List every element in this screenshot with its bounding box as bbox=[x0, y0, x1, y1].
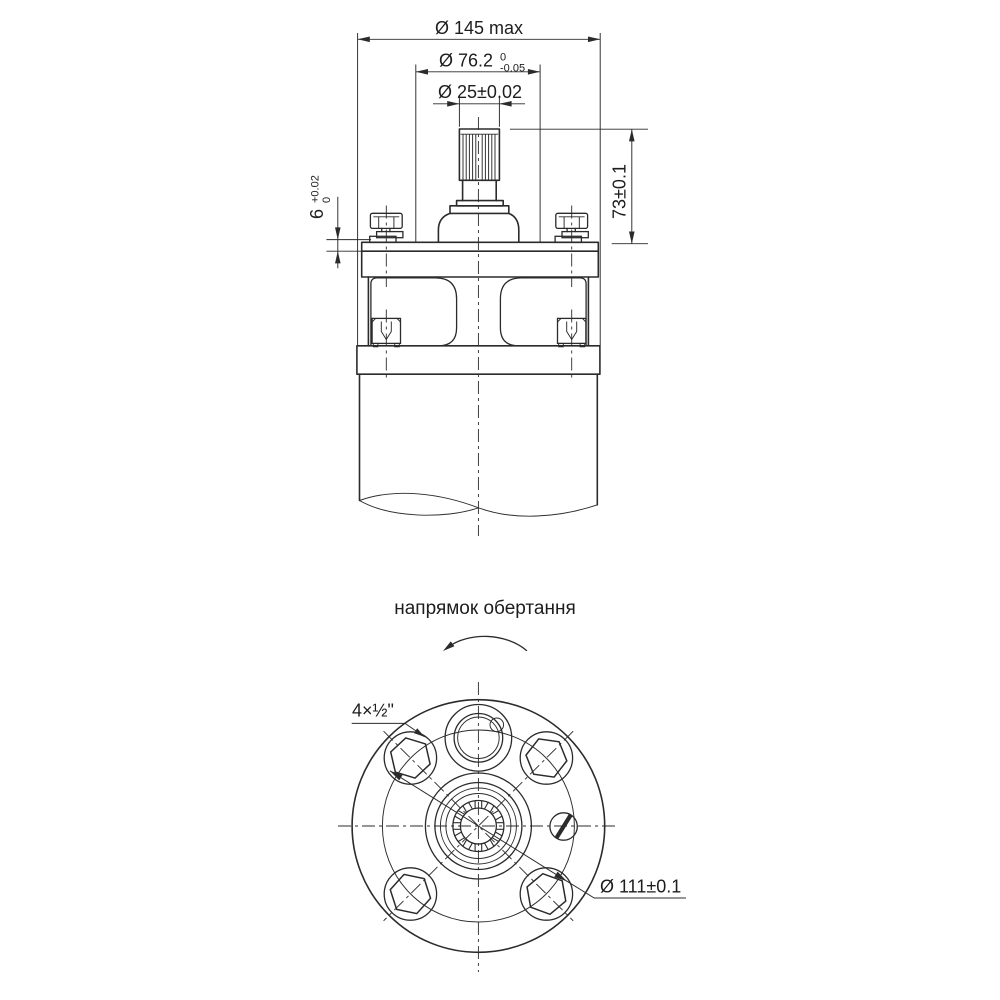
dim-73-text: 73±0.1 bbox=[609, 164, 630, 219]
dim-111-text: Ø 111±0.1 bbox=[600, 876, 682, 897]
dim-6-text: 6 bbox=[307, 208, 327, 220]
dim-6-tol-bottom: 0 bbox=[321, 196, 333, 203]
dim-25-text: Ø 25±0.02 bbox=[438, 82, 522, 102]
dim-6-tol-top: +0.02 bbox=[309, 175, 322, 203]
dim-76-tol-bottom: -0.05 bbox=[500, 62, 526, 75]
dim-76-tol-top: 0 bbox=[500, 51, 507, 64]
rotation-direction-label: напрямок обертання bbox=[394, 598, 576, 619]
thread-spec-label: 4×½" bbox=[352, 700, 394, 721]
dim-145-text: Ø 145 max bbox=[434, 18, 524, 38]
dim-76-text: Ø 76.2 bbox=[438, 50, 494, 71]
